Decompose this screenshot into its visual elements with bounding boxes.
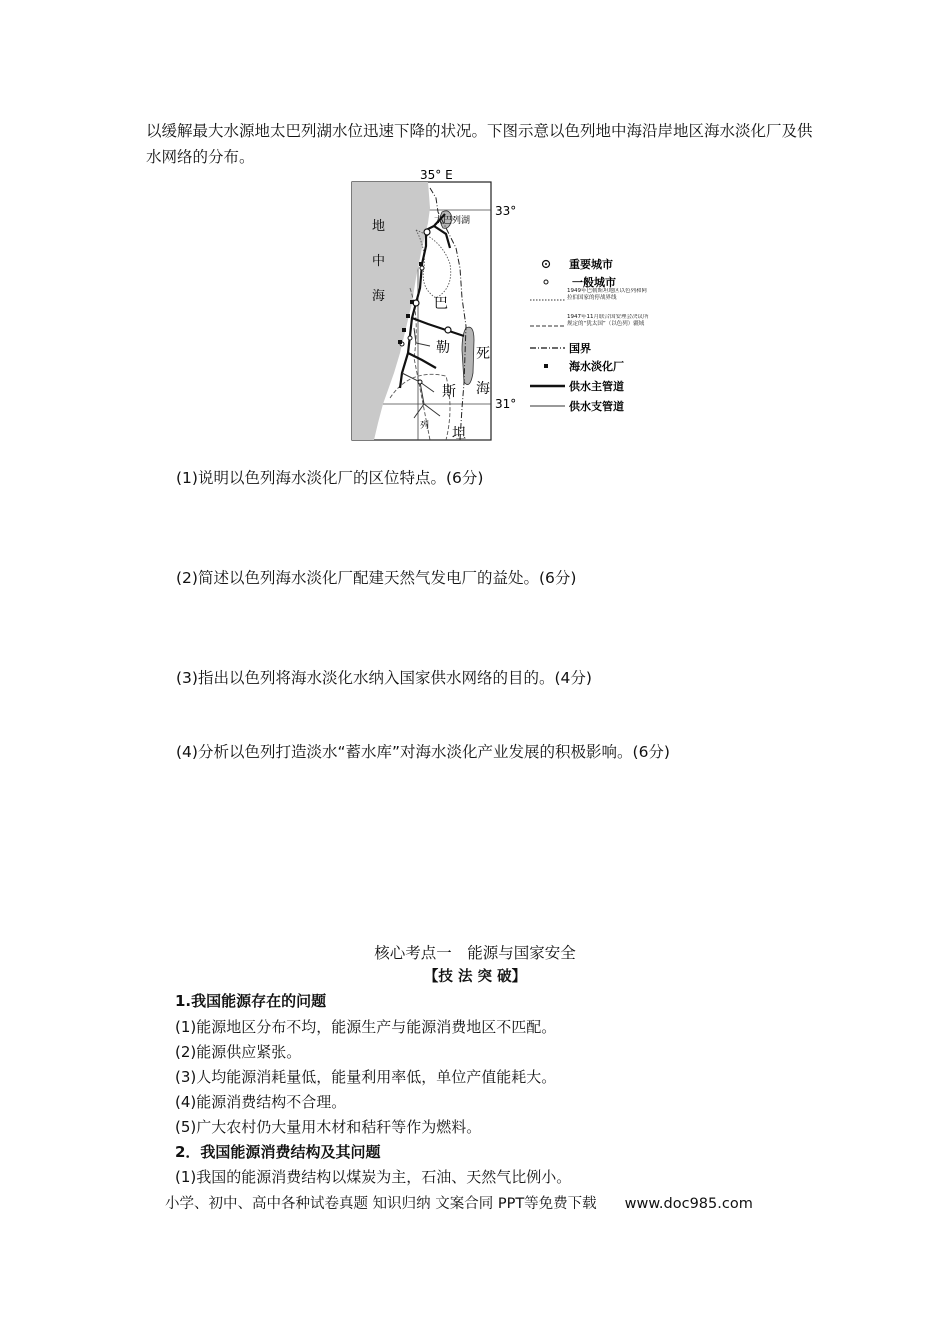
latitude-33-label: 33°	[495, 204, 517, 218]
list-item: (4)能源消费结构不合理。	[175, 1093, 347, 1111]
main-pipe-east	[412, 318, 464, 336]
footer	[165, 1192, 753, 1213]
question-1: (1)说明以色列海水淡化厂的区位特点。(6分)	[176, 469, 484, 487]
legend-plant-icon	[544, 364, 548, 368]
main-pipe-south	[408, 353, 436, 368]
question-3: (3)指出以色列将海水淡化水纳入国家供水网络的目的。(4分)	[176, 669, 592, 687]
footer-text: 小学、初中、高中各种试卷真题 知识归纳 文案合同 PPT等免费下载	[165, 1196, 597, 1212]
legend-label: 重要城市	[569, 258, 613, 271]
legend-label: 1949年巴勒斯坦地区以色列和阿拉伯国家的停战界线	[567, 288, 647, 301]
heading-2: 2．我国能源消费结构及其问题	[175, 1143, 381, 1161]
main-pipe-lake	[434, 226, 450, 248]
list-item: (5)广大农村仍大量用木材和秸秆等作为燃料。	[175, 1118, 482, 1136]
legend-city-icon	[544, 280, 548, 284]
major-city-marker	[445, 327, 451, 333]
lake-label: 太巴列湖	[434, 216, 471, 226]
list-item: (2)能源供应紧张。	[175, 1043, 302, 1061]
map-legend	[530, 257, 649, 413]
city-marker	[408, 336, 412, 340]
plant-marker	[406, 314, 410, 318]
plant-marker	[410, 300, 414, 304]
dead-sea-char: 死	[476, 346, 490, 362]
question-2: (2)简述以色列海水淡化厂配建天然气发电厂的益处。(6分)	[176, 569, 577, 587]
legend-label: 1947年11月联合国安理会决议所规定的“犹太国”（以色列）疆域	[567, 314, 649, 327]
legend-label: 供水支管道	[569, 400, 624, 413]
plant-marker	[402, 328, 406, 332]
branch-pipes	[402, 328, 440, 418]
footer-site-link[interactable]: www.doc985.com	[624, 1196, 753, 1212]
question-4: (4)分析以色列打造淡水“蓄水库”对海水淡化产业发展的积极影响。(6分)	[176, 743, 670, 761]
legend-label: 国界	[569, 342, 591, 355]
plant-marker	[419, 262, 423, 266]
legend-label: 供水主管道	[569, 380, 624, 393]
section-subtitle: 【技 法 突 破】	[423, 969, 527, 985]
legend-label: 一般城市	[572, 276, 616, 289]
sea-char: 中	[372, 254, 386, 269]
section-title: 核心考点一 能源与国家安全	[374, 944, 576, 962]
sea-char: 海	[372, 289, 386, 304]
intro-paragraph: 以缓解最大水源地太巴列湖水位迅速下降的状况。下图示意以色列地中海沿岸地区海水淡化厂及供水网络的分布。	[146, 122, 813, 166]
dead-sea-char: 海	[476, 381, 490, 397]
latitude-31-label: 31°	[495, 397, 517, 411]
sea-char: 地	[372, 219, 386, 234]
list-item: (1)能源地区分布不均，能源生产与能源消费地区不匹配。	[175, 1018, 557, 1036]
city-marker	[420, 266, 424, 270]
major-city-marker	[424, 229, 430, 235]
legend-label: 海水淡化厂	[569, 360, 624, 373]
list-item: (1)我国的能源消费结构以煤炭为主，石油、天然气比例小。	[175, 1168, 572, 1186]
list-item: (3)人均能源消耗量低，能量利用率低，单位产值能耗大。	[175, 1068, 557, 1086]
longitude-label: 35° E	[420, 168, 453, 182]
palestine-char: 坦	[452, 426, 466, 442]
heading-1: 1.我国能源存在的问题	[175, 992, 327, 1010]
israel-char: 列	[420, 421, 430, 431]
israel-water-map	[350, 168, 650, 443]
city-marker	[418, 380, 422, 384]
palestine-char: 勒	[436, 340, 450, 356]
palestine-char: 巴	[434, 296, 448, 312]
palestine-char: 斯	[442, 384, 456, 400]
plant-marker	[398, 340, 402, 344]
